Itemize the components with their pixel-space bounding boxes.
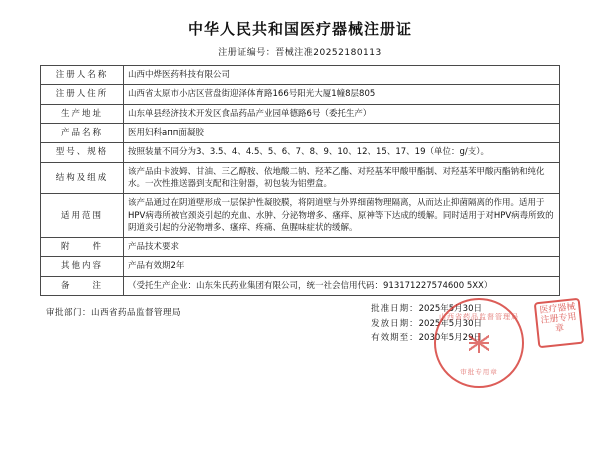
table-row <box>41 276 560 295</box>
valid-from-value: 2025年5月30日 <box>418 318 482 329</box>
approval-department-label: 审批部门： <box>46 308 92 319</box>
row-label-registrant-name: 注册人名称 <box>41 66 124 85</box>
row-value-other-content: 产品有效期2年 <box>124 257 560 276</box>
valid-until-row <box>371 331 482 345</box>
valid-from-label: 发放日期： <box>371 318 419 329</box>
table-row <box>41 66 560 85</box>
row-value-scope: 该产品通过在阴道壁形成一层保护性凝胶膜，将阴道壁与外界细菌物理隔离，从而达止抑菌隔离的作用。适用于HPV病毒所被官颈炎引起的充血、水肿、分泌物增多、瘙痒、原神等下达成的缓解。同时适用于对HPV病毒所致的阴道炎引起的分泌物增多、瘙痒、疼痛、鱼腥味症状的缓解。 <box>124 194 560 238</box>
registration-number: 注册证编号：晋械注准20252180113 <box>218 48 382 58</box>
approval-department-value: 山西省药品监督管理局 <box>91 308 182 319</box>
row-label-scope: 适用范围 <box>41 194 124 238</box>
valid-from-row <box>371 317 482 331</box>
footer-dates <box>371 302 482 345</box>
table-row <box>41 162 560 194</box>
row-value-production-address: 山东单县经济技术开发区食品药品产业园单德路6号（委托生产） <box>124 104 560 123</box>
seal-top-text: 山西省药品监督管理局 <box>439 313 519 322</box>
seal-bottom-text: 审批专用章 <box>460 368 498 377</box>
table-row <box>41 123 560 142</box>
row-label-production-address: 生产地址 <box>41 104 124 123</box>
row-label-other-content: 其他内容 <box>41 257 124 276</box>
valid-until-value: 2030年5月29日 <box>418 332 482 343</box>
approval-department <box>46 306 181 318</box>
issue-date-value: 2025年5月30日 <box>418 304 482 315</box>
table-row <box>41 104 560 123</box>
row-value-registrant-address: 山西省太原市小店区营盘街迎泽体育路166号阳光大厦1幢8层805 <box>124 85 560 104</box>
row-label-remarks: 备 注 <box>41 276 124 295</box>
certificate-table <box>40 65 560 296</box>
row-value-registrant-name: 山西中烨医药科技有限公司 <box>124 66 560 85</box>
row-value-structure-composition: 该产品由卡波姆、甘油、三乙醇胺、依地酸二钠、羟苯乙酯、对羟基苯甲酸甲酯制、对羟基苯甲酸丙酯钠和纯化水。一次性推送器到支配和注射器，初包装为铝塑盒。 <box>124 162 560 194</box>
row-value-model-spec: 按照装量不同分为3、3.5、4、4.5、5、6、7、8、9、10、12、15、17、19（单位：g/支）。 <box>124 143 560 162</box>
table-row <box>41 143 560 162</box>
valid-until-label: 有效期至： <box>371 332 419 343</box>
issue-date-label: 批准日期： <box>371 304 419 315</box>
row-label-structure-composition: 结构及组成 <box>41 162 124 194</box>
row-value-remarks: （受托生产企业：山东朱氏药业集团有限公司，统一社会信用代码：913171227574600 5XX） <box>124 276 560 295</box>
registration-seal-stamp: 医疗器械注册专用章 <box>534 298 585 349</box>
row-label-product-name: 产品名称 <box>41 123 124 142</box>
issue-date-row <box>371 302 482 316</box>
table-row <box>41 257 560 276</box>
row-value-product-name: 医用妇科апп面凝胶 <box>124 123 560 142</box>
row-value-attachment: 产品技术要求 <box>124 238 560 257</box>
certificate-footer <box>40 302 560 377</box>
table-row <box>41 194 560 238</box>
row-label-model-spec: 型号、规格 <box>41 143 124 162</box>
page-title: 中华人民共和国医疗器械注册证 <box>187 20 412 38</box>
table-row <box>41 85 560 104</box>
table-row <box>41 238 560 257</box>
row-label-attachment: 附 件 <box>41 238 124 257</box>
row-label-registrant-address: 注册人住所 <box>41 85 124 104</box>
